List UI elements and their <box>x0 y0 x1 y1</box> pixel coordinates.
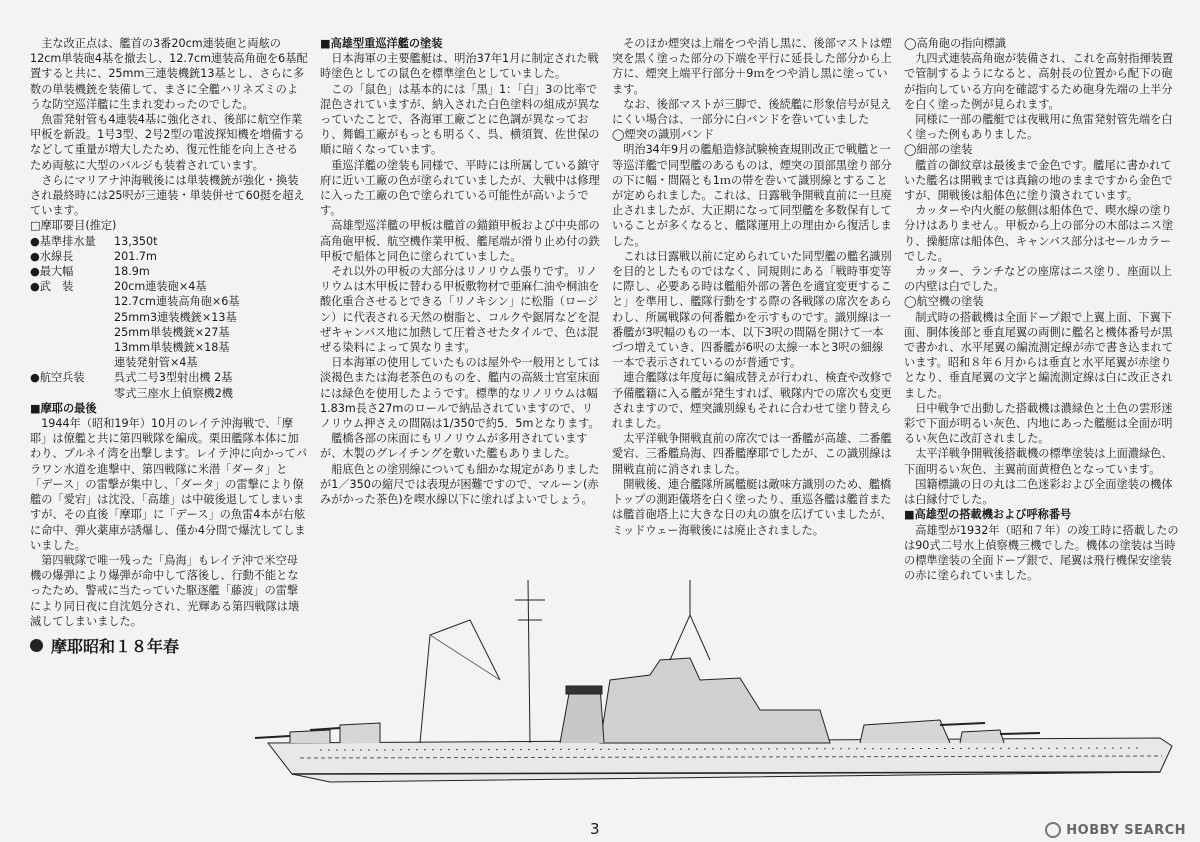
paragraph: 太平洋戦争開戦後搭載機の標準塗装は上面濃緑色、下面明るい灰色、主翼前面黄橙色となっています。 <box>904 447 1173 476</box>
section-heading: ■摩耶の最後 <box>30 401 97 415</box>
section-heading: ◯煙突の識別バンド <box>612 128 715 142</box>
paragraph: 船底色との塗別線についても細かな規定がありましたが1／350の縮尺では表現が困難ですので、マルーン(赤みがかった茶色)を喫水線以下に塗ればよいでしょう。 <box>320 462 600 507</box>
column-2 <box>320 36 602 507</box>
section-heading: ■高雄型重巡洋艦の塗装 <box>320 37 443 50</box>
forward-turrets <box>290 723 380 743</box>
paragraph: 国籍標識の日の丸は二色迷彩および全面塗装の機体は白縁付でした。 <box>904 477 1173 507</box>
spec-row: ●武 装 20cm連装砲×4基 12.7cm連装高角砲×6基 25mm3連装機銃×13基 25mm単装機銃×27基 13mm単装機銃×18基 連装発射管×4基 <box>30 280 240 370</box>
column-3 <box>612 36 894 538</box>
paragraph: 同様に一部の艦艇では夜戦用に魚雷発射管先端を白く塗った例もありました。 <box>904 113 1173 142</box>
page-number: 3 <box>590 820 600 838</box>
main-mast <box>528 580 530 743</box>
paragraph: 第四戦隊で唯一残った「鳥海」もレイテ沖で米空母機の爆弾により爆弾が命中して落後し、行動不能となったため、警戒に当たっていた駆逐艦「藤波」の雷撃により同日夜に自沈処分され、光輝ある第四戦隊は壊滅してしまいました。 <box>30 553 300 628</box>
paragraph: 魚雷発射管も4連装4基に強化され、後部に航空作業甲板を新設。1号3型、2号2型の電波探知機を増備するなどして重量が増大したため、復元性能を向上させるため両舷に大型のバルジも装着されています。 <box>30 113 305 172</box>
paragraph: 太平洋戦争開戦直前の席次では一番艦が高雄、二番艦愛宕、三番艦鳥海、四番艦摩耶でしたが、この識別線は開戦直前に消されました。 <box>612 432 892 476</box>
paragraph: 日本海軍の主要艦艇は、明治37年1月に制定された戦時塗色としての鼠色を標準塗色としていました。 <box>320 52 599 81</box>
bridge-tower <box>600 658 830 743</box>
paragraph: 1944年（昭和19年）10月のレイテ沖海戦で、「摩耶」は僚艦と共に第四戦隊を編成。栗田艦隊本体に加わり、ブルネイ湾を出撃します。レイテ沖に向かってパラワン水道を進撃中、第四戦隊に米潜「ダータ」と「デース」の雷撃が集中し、「ダータ」の雷撃により僚艦の「愛宕」は沈没、「高雄」は中破後退してしまいますが、その直後「摩耶」に「デース」の魚雷4本が右舷に命中、弾火薬庫が誘爆し、僅か4分間で爆沈してしまいました。 <box>30 417 308 552</box>
spec-row: ●基準排水量 13,350t <box>30 234 158 248</box>
paragraph: 艦橋各部の床面にもリノリウムが多用されていますが、木製のグレイチングを敷いた艦もありました。 <box>320 432 588 461</box>
spec-row: ●航空兵装 呉式二号3型射出機 2基 零式三座水上偵察機2機 <box>30 371 233 400</box>
paragraph: それ以外の甲板の大部分はリノリウム張りです。リノリウムは木甲板に替わる甲板敷物材で亜麻仁油や桐油を酸化重合させるとできる「リノキシン」に松脂（ロージン）に代表される天然の樹脂と、コルクや鋸屑などを混ぜキャンバス地に加熱して圧着させたタイルで、色は混ぜる染料によって異なります。 <box>320 265 600 355</box>
funnel <box>560 686 604 743</box>
paragraph: 明治34年9月の艦船造修試験検査規則改正で戦艦と一等巡洋艦で同型艦のあるものは、煙突の頂部黒塗り部分の下に幅・間隔とも1ｍの帯を巻いて識別線とすることが定められました。これは、日露戦争開戦直前に一旦廃止されましたが、大正期になって同型艦を多数保有していることが多くなると、艦隊運用上の理由から復活しました。 <box>612 143 892 248</box>
paragraph: カッターや内火艇の舷側は船体色で、喫水線の塗り分けはありません。甲板から上の部分の木部はニス塗り、操艇席は船体色、キャンバス部分はセールカラーでした。 <box>904 204 1174 263</box>
section-heading: ◯細部の塗装 <box>904 143 973 157</box>
paragraph: そのほか煙突は上端をつや消し黒に、後部マストは煙突を黒く塗った部分の下端を平行に延長した部分から上方に、煙突上端平行部分＋9ｍをつや消し黒に塗っています。 <box>612 37 892 96</box>
paragraph: 開戦後、連合艦隊所属艦艇は敵味方識別のため、艦橋トップの測距儀塔を白く塗ったり、重巡各艦は艦首または艦首砲塔上に大きな日の丸の旗を広げていましたが、ミッドウェー海戦後には廃止されました。 <box>612 477 892 537</box>
paragraph: 九四式連装高角砲が装備され、これを高射指揮装置で管制するようになると、高射長の位置から配下の砲が指向している方向を確認するため砲身先端の上半分を白く塗った例が見られます。 <box>904 52 1174 111</box>
paragraph: 日中戦争で出動した搭載機は濃緑色と土色の雲形迷彩で下面が明るい灰色、内地にあった艦艇は全面が明るい灰色に改訂されました。 <box>904 401 1173 446</box>
spec-title: □摩耶要目(推定) <box>30 219 117 233</box>
paragraph: なお、後部マストが三脚で、後続艦に形象信号が見えにくい場合は、一部分に白バンドを巻いていました <box>612 97 892 127</box>
ship-profile-drawing <box>0 560 1200 810</box>
spec-row: ●最大幅 18.9m <box>30 265 150 279</box>
column-4 <box>904 36 1182 583</box>
hobby-search-logo-icon <box>1045 822 1061 838</box>
paragraph: 制式時の搭載機は全面ドープ銀で上翼上面、下翼下面、胴体後部と垂直尾翼の両側に艦名と機体番号が黒で書かれ、水平尾翼の編流測定線が赤で書き込まれています。昭和８年６月からは垂直と水平尾翼が赤塗りとなり、垂直尾翼の文字と編流測定線は白に改正されました。 <box>904 310 1174 400</box>
tripod-mast <box>670 615 710 660</box>
paragraph: これは日露戦以前に定められていた同型艦の艦名識別を目的としたものではなく、同規則にある「戦時事変等に際し、必要ある時は艦船外部の著色を適宜変更すること」を準用し、艦隊行動をする際の各戦隊の席次をあらわし、所属戦隊の何番艦かを示すものです。識別線は一番艦が3呎幅のもの一本、以下3呎の間隔を開けて一本づつ増えていき、四番艦が6呎の太線一本と3呎の細線一本で表示されているのが普通です。 <box>612 249 892 370</box>
watermark <box>1045 822 1186 838</box>
watermark-text: HOBBY SEARCH <box>1066 822 1186 838</box>
spec-row: ●水線長 201.7m <box>30 249 157 263</box>
paragraph: さらにマリアナ沖海戦後には単装機銃が強化・換装され最終時には25呎が三連装・単装併せて60挺を超えています。 <box>30 173 305 218</box>
crane <box>420 620 500 743</box>
paragraph: カッター、ランチなどの座席はニス塗り、座面以上の内壁は白でした。 <box>904 265 1172 294</box>
paragraph: 高雄型巡洋艦の甲板は艦首の錨鎖甲板および中央部の高角砲甲板、航空機作業甲板、艦尾端が滑り止め付の鉄甲板で船体と同色に塗られていました。 <box>320 219 600 263</box>
paragraph: 日本海軍の使用していたものは屋外や一般用としては淡褐色または海老茶色のものを、艦内の高級士官室床面には緑色を使用したようです。標準的なリノリウムは幅1.83m長さ27mのロールで納品されていますので、リノリウム押さえの間隔は1/350で約5．5mとなります。 <box>320 356 600 431</box>
spec-table <box>30 234 308 401</box>
ship-hull <box>268 738 1172 782</box>
section-heading: ◯航空機の塗装 <box>904 295 984 309</box>
paragraph: 艦首の御紋章は最後まで金色です。艦尾に書かれていた艦名は開戦までは真鍮の地のままですから金色ですが、開戦後は船体色に塗り潰されています。 <box>904 158 1173 203</box>
paragraph: 高雄型が1932年（昭和７年）の竣工時に搭載したのは90式二号水上偵察機三機でした。機体の塗装は当時の標準塗装の全面ドープ銀で、尾翼は飛行機保安塗装の赤に塗られていました。 <box>904 523 1179 583</box>
paragraph: この「鼠色」は基本的には「黒」1：「白」3の比率で混色されていますが、納入された白色塗料の組成が異なっていたことで、各海軍工廠ごとに色調が異なっており、舞鶴工廠がもっとも明るく、呉、横須賀、佐世保の順に暗くなっています。 <box>320 82 600 157</box>
section-heading: ■高雄型の搭載機および呼称番号 <box>904 508 1072 522</box>
caption-text: 摩耶昭和１８年春 <box>51 637 180 656</box>
paragraph: 連合艦隊は年度毎に編成替えが行われ、検査や改修で予備艦籍に入る艦が発生すれば、戦隊内での席次も変更されますので、煙突識別線もそれに合わせて塗り替えられました。 <box>612 371 893 431</box>
paragraph: 重巡洋艦の塗装も同様で、平時には所属している鎮守府に近い工廠の色が塗られていましたが、大戦中は修理に入った工廠の色で塗られている可能性が高いようです。 <box>320 158 600 218</box>
column-1 <box>30 36 308 629</box>
section-heading: ◯高角砲の指向標識 <box>904 37 1007 50</box>
paragraph: 主な改正点は、艦首の3番20cm連装砲と両舷の12cm単装砲4基を撤去し、12.7cm連装高角砲を6基配置すると共に、25mm三連装機銃13基とし、さらに多数の単装機銃を装備して、まさに全艦ハリネズミのような防空巡洋艦に生まれ変わったのでした。 <box>30 37 308 111</box>
